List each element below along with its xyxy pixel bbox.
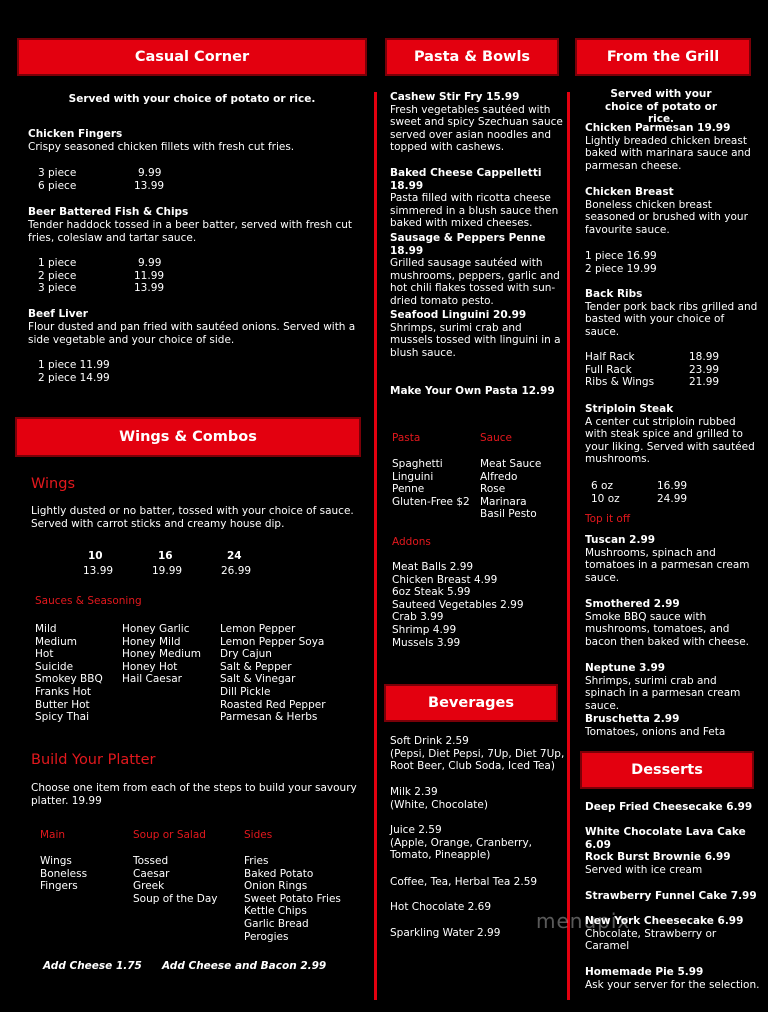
grill-chicken-breast: Chicken Breast Boneless chicken breast seasoned or brushed with your favourite sauce. <box>585 186 748 236</box>
list-item: Linguini <box>392 470 434 483</box>
price-row: 10 oz 24.99 <box>591 492 688 505</box>
topper-tuscan: Tuscan 2.99 Mushrooms, spinach and tomatoes in a parmesan cream sauce. <box>585 534 750 584</box>
sauce-item: Lemon Pepper Soya <box>220 635 325 648</box>
grill-chicken-parmesan: Chicken Parmesan 19.99 Lightly breaded chicken breast baked with marinara sauce and parmesan cheese. <box>585 122 751 172</box>
wings-title: Wings <box>31 476 75 492</box>
addons-title: Addons <box>392 536 431 548</box>
list-item: Perogies <box>244 930 289 943</box>
platter-sides-title: Sides <box>244 829 273 841</box>
column-divider-1 <box>374 92 377 1000</box>
wings-desc: Lightly dusted or no batter, tossed with your choice of sauce. Served with carrot sticks and creamy house dip. <box>31 505 354 530</box>
list-item: Meat Sauce <box>480 458 542 470</box>
pasta-list-title: Pasta <box>392 432 421 444</box>
sauce-item: Butter Hot <box>35 698 90 711</box>
price-row: 2 piece 14.99 <box>38 371 110 384</box>
sauce-item: Honey Hot <box>122 660 178 673</box>
price-row: Ribs & Wings 21.99 <box>585 376 720 389</box>
price-row: 1 piece 11.99 <box>38 359 110 371</box>
beverages-title: Beverages <box>428 694 514 711</box>
list-item: Kettle Chips <box>244 905 307 918</box>
sauces-title: Sauces & Seasoning <box>35 595 142 607</box>
pasta-item-cashew: Cashew Stir Fry 15.99 Fresh vegetables sautéed with sweet and spicy Szechuan sauce served over asian noodles and topped with cashews. <box>390 91 563 154</box>
casual-corner-banner <box>17 38 367 76</box>
fish-chips-title: Beer Battered Fish & Chips <box>28 206 189 218</box>
sauce-list-title: Sauce <box>480 432 512 444</box>
sauce-item: Mild <box>35 623 57 635</box>
topper-bruschetta: Bruschetta 2.99 Tomatoes, onions and Feta <box>585 713 726 738</box>
grill-steak-prices <box>591 480 687 505</box>
wings-price-16: 19.99 <box>152 565 183 577</box>
list-item: Penne <box>392 483 425 496</box>
sauce-item: Roasted Red Pepper <box>220 698 326 711</box>
grill-banner <box>575 38 751 76</box>
sauce-item: Lemon Pepper <box>220 623 296 635</box>
list-item: Sauteed Vegetables 2.99 <box>392 598 524 611</box>
fish-chips-prices <box>38 257 164 295</box>
pasta-type-list <box>392 458 470 508</box>
dessert-funnel-cake: Strawberry Funnel Cake 7.99 <box>585 890 757 902</box>
beverage-juice: Juice 2.59 (Apple, Orange, Cranberry, Tomato, Pineapple) <box>390 824 532 862</box>
topper-neptune: Neptune 3.99 Shrimps, surimi crab and spinach in a parmesan cream sauce. <box>585 662 741 712</box>
menupix-watermark: menupix <box>536 909 631 933</box>
pasta-bowls-banner <box>385 38 559 76</box>
list-item: Spaghetti <box>392 458 443 470</box>
sauce-item: Parmesan & Herbs <box>220 711 318 724</box>
platter-main-list <box>40 855 87 893</box>
sauces-col-3 <box>220 623 326 724</box>
chicken-fingers-prices <box>38 167 164 192</box>
list-item: Crab 3.99 <box>392 611 444 624</box>
list-item: Wings <box>40 855 72 867</box>
list-item: Chicken Breast 4.99 <box>392 573 498 586</box>
sauce-item: Hail Caesar <box>122 673 182 686</box>
list-item: Mussels 3.99 <box>392 636 461 649</box>
casual-intro: Served with your choice of potato or rice. <box>68 93 316 105</box>
beverages-banner <box>384 684 558 722</box>
list-item: Soup of the Day <box>133 892 218 905</box>
column-divider-2 <box>567 92 570 1000</box>
beef-liver-desc: Flour dusted and pan fried with sautéed onions. Served with a side vegetable and your choice of side. <box>28 321 356 346</box>
sauce-item: Dry Cajun <box>220 648 272 661</box>
wings-combos-banner <box>15 417 361 457</box>
beef-liver-prices <box>38 359 110 384</box>
sauce-item: Dill Pickle <box>220 685 271 698</box>
desserts-banner <box>580 751 754 789</box>
topper-smothered: Smothered 2.99 Smoke BBQ sauce with mushrooms, tomatoes, and bacon then baked with cheese. <box>585 598 750 648</box>
list-item: Meat Balls 2.99 <box>392 561 474 573</box>
beverage-milk: Milk 2.39 (White, Chocolate) <box>390 786 488 811</box>
dessert-lava-cake: White Chocolate Lava Cake 6.09 <box>585 826 746 851</box>
list-item: Marinara <box>480 495 527 508</box>
platter-soup-list <box>133 855 218 905</box>
grill-breast-prices: 1 piece 16.99 2 piece 19.99 <box>585 250 657 275</box>
price-row: Full Rack 23.99 <box>585 363 720 376</box>
list-item: Shrimp 4.99 <box>392 623 457 636</box>
sauce-item: Spicy Thai <box>35 711 89 724</box>
addon-cheese: Add Cheese 1.75 <box>43 960 142 972</box>
list-item: Greek <box>133 880 165 893</box>
sauce-item: Honey Garlic <box>122 623 190 635</box>
price-row: 3 piece 13.99 <box>38 282 165 295</box>
chicken-fingers-desc: Crispy seasoned chicken fillets with fresh cut fries. <box>28 141 295 153</box>
beverage-soft-drink: Soft Drink 2.59 (Pepsi, Diet Pepsi, 7Up, Diet 7Up, Root Beer, Club Soda, Iced Tea) <box>390 735 565 773</box>
sauce-item: Salt & Pepper <box>220 660 292 673</box>
pasta-sauce-list <box>480 458 541 521</box>
casual-corner-title: Casual Corner <box>134 48 250 65</box>
addon-cheese-bacon: Add Cheese and Bacon 2.99 <box>162 960 327 972</box>
list-item: Sweet Potato Fries <box>244 892 341 905</box>
beverage-coffee: Coffee, Tea, Herbal Tea 2.59 <box>390 876 538 888</box>
list-item: Gluten-Free $2 <box>392 495 470 508</box>
top-it-off-title: Top it off <box>585 513 631 525</box>
grill-ribs-prices <box>585 351 719 389</box>
dessert-homemade-pie: Homemade Pie 5.99 Ask your server for the selection. <box>585 966 760 991</box>
list-item: Tossed <box>133 855 169 867</box>
platter-title: Build Your Platter <box>31 752 156 768</box>
dessert-deep-fried-cheesecake: Deep Fried Cheesecake 6.99 <box>585 801 753 813</box>
list-item: Caesar <box>133 867 170 880</box>
addons-list <box>392 561 524 649</box>
dessert-ny-cheesecake: New York Cheesecake 6.99 Chocolate, Strawberry or Caramel <box>585 915 744 953</box>
wings-count-16: 16 <box>158 550 173 562</box>
list-item: Fingers <box>40 880 78 893</box>
list-item: Fries <box>244 855 269 867</box>
list-item: Baked Potato <box>244 867 314 880</box>
sauce-item: Suicide <box>35 660 74 673</box>
platter-soup-title: Soup or Salad <box>133 829 206 841</box>
wings-count-24: 24 <box>227 550 242 562</box>
grill-striploin: Striploin Steak A center cut striploin rubbed with steak spice and grilled to your liking. Served with sautéed mushrooms. <box>585 403 755 466</box>
platter-sides-list <box>244 855 341 943</box>
sauce-item: Medium <box>35 635 77 648</box>
desserts-title: Desserts <box>631 761 703 778</box>
list-item: 6oz Steak 5.99 <box>392 586 471 599</box>
dessert-brownie: Rock Burst Brownie 6.99 Served with ice cream <box>585 851 731 876</box>
pasta-item-penne: Sausage & Peppers Penne 18.99 Grilled sausage sautéed with mushrooms, peppers, garlic and hot chili flakes tossed with sun-dried tomato pesto. <box>390 232 560 307</box>
sauce-item: Smokey BBQ <box>35 673 103 686</box>
list-item: Rose <box>480 483 506 496</box>
fish-chips-desc: Tender haddock tossed in a beer batter, served with fresh cut fries, coleslaw and tartar sauce. <box>28 219 352 244</box>
list-item: Basil Pesto <box>480 508 537 521</box>
platter-main-title: Main <box>40 829 66 841</box>
sauces-col-2 <box>122 623 201 686</box>
chicken-fingers-title: Chicken Fingers <box>28 128 123 140</box>
pasta-item-linguini: Seafood Linguini 20.99 Shrimps, surimi crab and mussels tossed with linguini in a blush sauce. <box>390 309 561 359</box>
wings-combos-title: Wings & Combos <box>119 428 257 445</box>
wings-count-10: 10 <box>88 550 103 562</box>
price-row: 3 piece 9.99 <box>38 167 162 179</box>
make-own-pasta: Make Your Own Pasta 12.99 <box>390 385 555 397</box>
price-row: 6 piece 13.99 <box>38 179 165 192</box>
list-item: Alfredo <box>480 470 518 483</box>
sauces-col-1 <box>35 623 103 724</box>
grill-title: From the Grill <box>606 48 720 65</box>
price-row: 2 piece 11.99 <box>38 269 165 282</box>
platter-desc: Choose one item from each of the steps to build your savoury platter. 19.99 <box>31 782 357 807</box>
price-row: Half Rack 18.99 <box>585 351 720 363</box>
pasta-bowls-title: Pasta & Bowls <box>413 48 531 65</box>
beef-liver-title: Beef Liver <box>28 308 88 320</box>
sauce-item: Franks Hot <box>35 685 92 698</box>
sauce-item: Honey Medium <box>122 648 201 661</box>
grill-intro: Served with your choice of potato or rice. <box>604 88 718 126</box>
wings-price-24: 26.99 <box>221 565 252 577</box>
sauce-item: Salt & Vinegar <box>220 673 296 686</box>
list-item: Boneless <box>40 867 88 880</box>
grill-back-ribs: Back Ribs Tender pork back ribs grilled and basted with your choice of sauce. <box>585 288 758 338</box>
price-row: 6 oz 16.99 <box>591 480 688 492</box>
sauce-item: Honey Mild <box>122 635 181 648</box>
sauce-item: Hot <box>35 648 54 661</box>
wings-price-10: 13.99 <box>83 565 114 577</box>
pasta-item-cappelletti: Baked Cheese Cappelletti 18.99 Pasta filled with ricotta cheese simmered in a blush sauce then baked with mixed cheeses. <box>390 167 559 230</box>
beverage-sparkling-water: Sparkling Water 2.99 <box>390 927 501 939</box>
list-item: Garlic Bread <box>244 917 309 930</box>
list-item: Onion Rings <box>244 880 308 893</box>
price-row: 1 piece 9.99 <box>38 257 162 269</box>
beverage-hot-chocolate: Hot Chocolate 2.69 <box>390 901 492 913</box>
